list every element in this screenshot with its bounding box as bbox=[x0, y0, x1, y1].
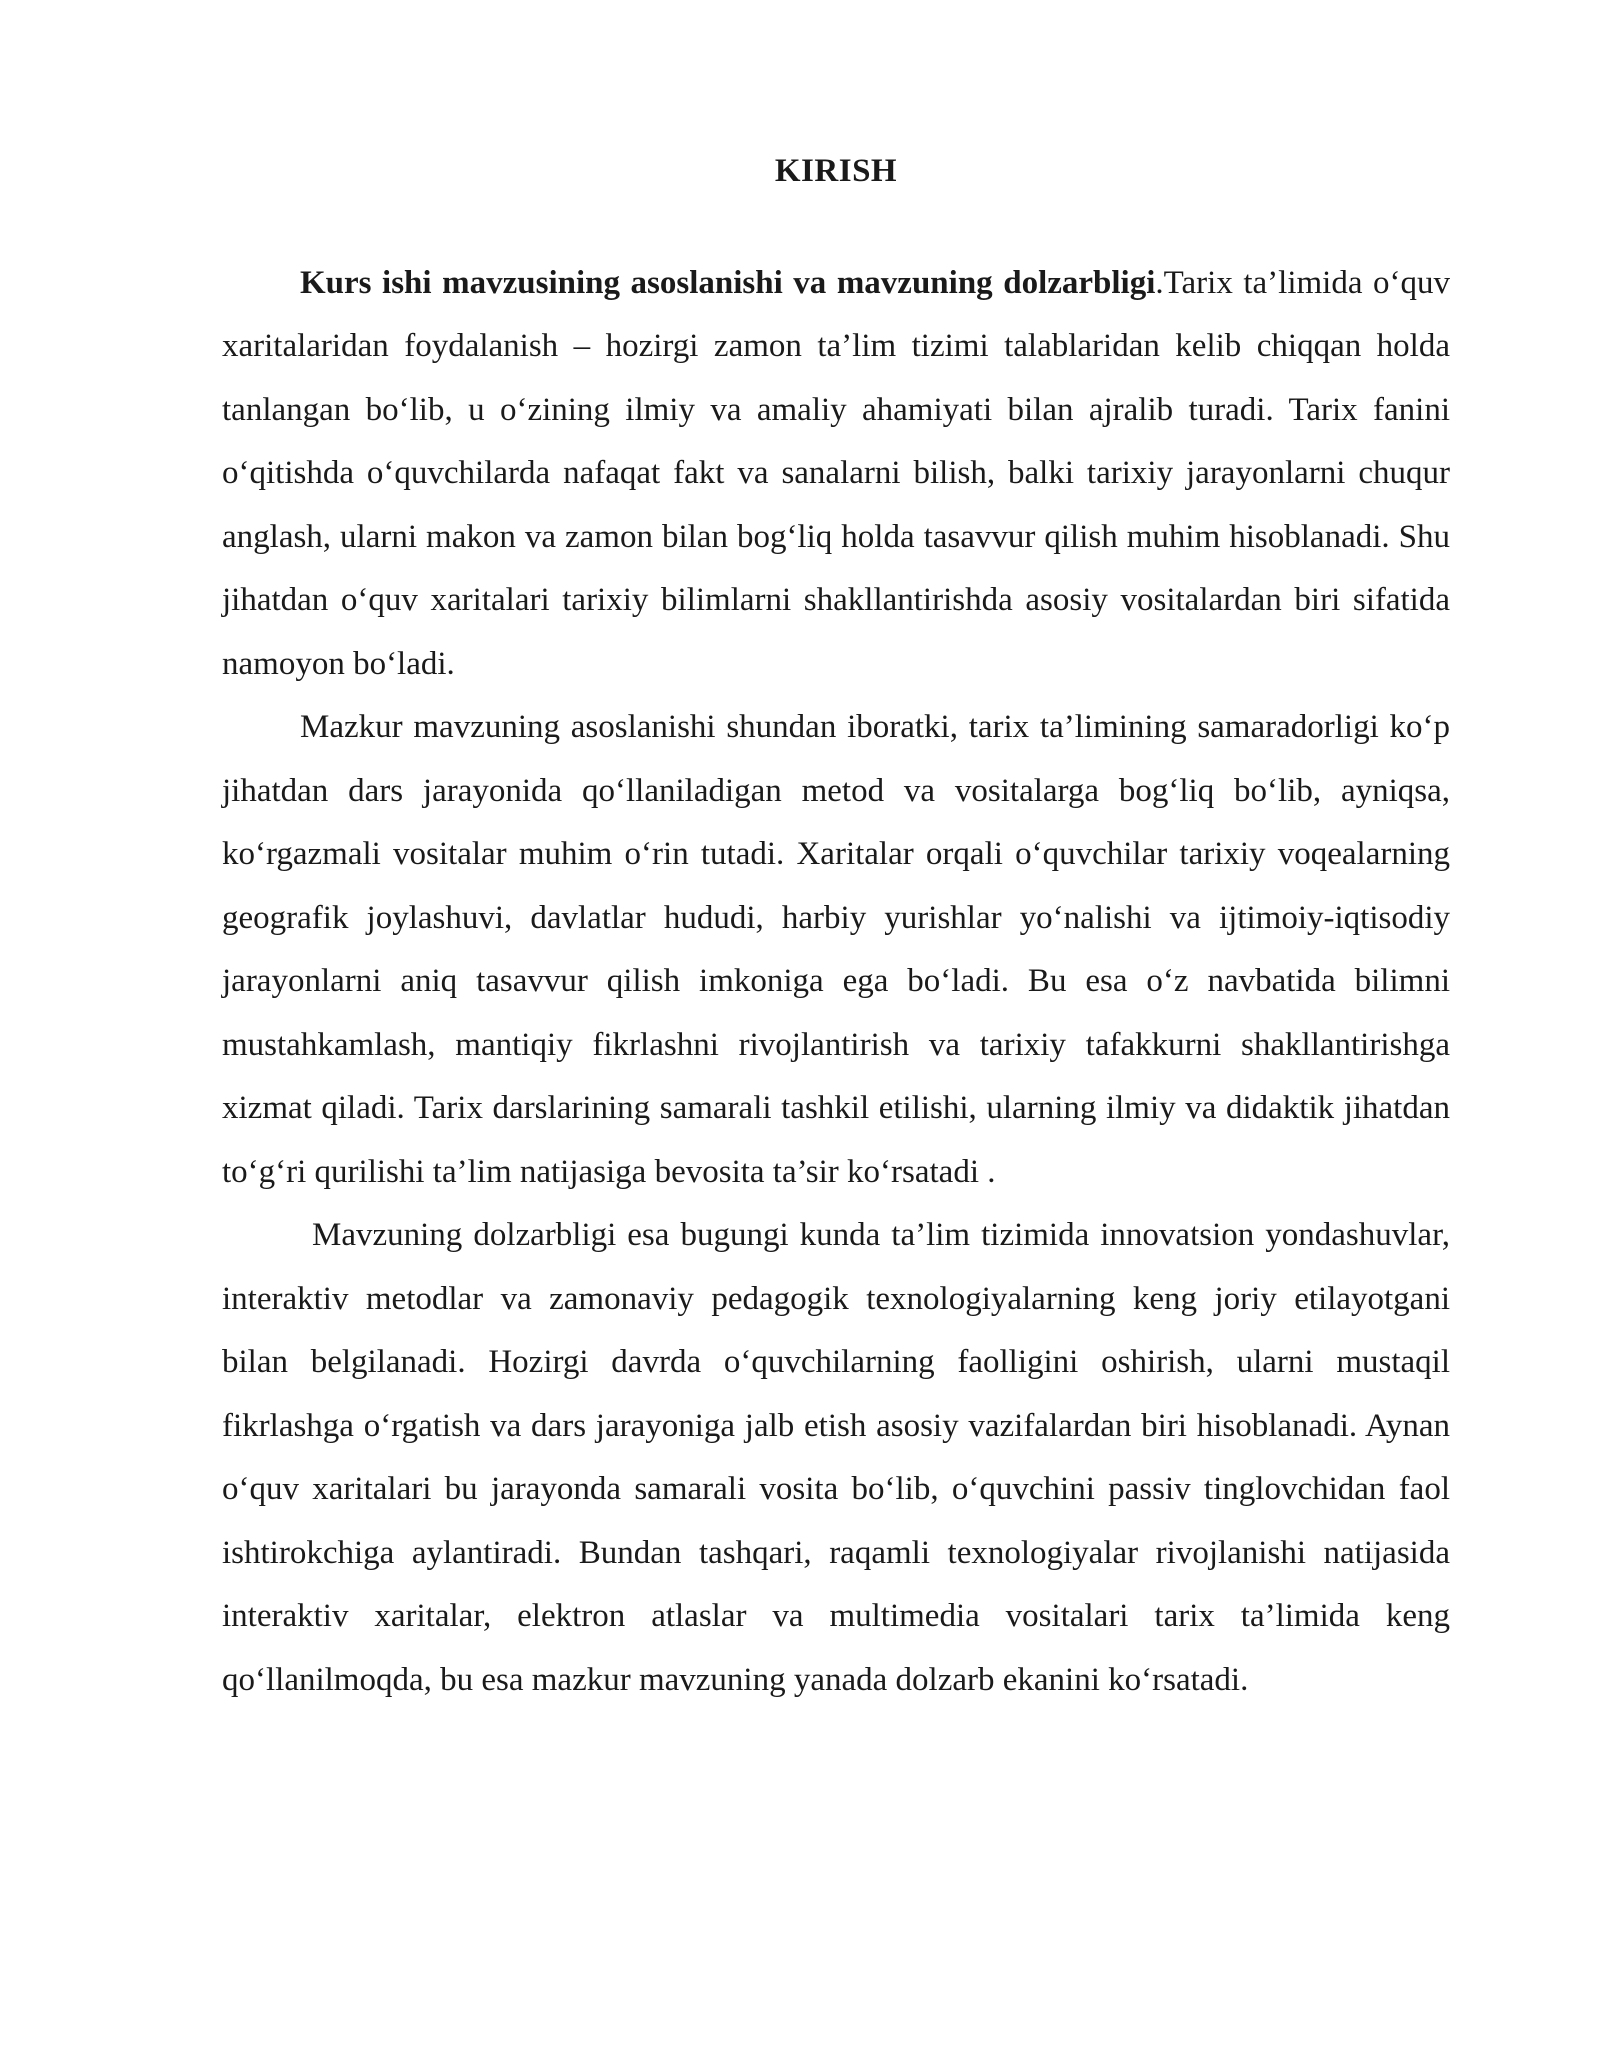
paragraph-rationale bbox=[222, 252, 1450, 697]
paragraph-lead-heading: Kurs ishi mavzusining asoslanishi va mavzuning dolzarbligi bbox=[300, 264, 1156, 301]
paragraph-relevance: Mavzuning dolzarbligi esa bugungi kunda ta’lim tizimida innovatsion yondashuvlar, interaktiv metodlar va zamonaviy pedagogik texnologiyalarning keng joriy etilayotgani bilan belgilanadi. Hozirgi davrda o‘quvchilarning faolligini oshirish, ularni mustaqil fikrlashga o‘rgatish va dars jarayoniga jalb etish asosiy vazifalardan biri hisoblanadi. Aynan o‘quv xaritalari bu jarayonda samarali vosita bo‘lib, o‘quvchini passiv tinglovchidan faol ishtirokchiga aylantiradi. Bundan tashqari, raqamli texnologiyalar rivojlanishi natijasida interaktiv xaritalar, elektron atlaslar va multimedia vositalari tarix ta’limida keng qo‘llanilmoqda, bu esa mazkur mavzuning yanada dolzarb ekanini ko‘rsatadi. bbox=[222, 1217, 1450, 1698]
paragraph-rationale-text: .Tarix ta’limida o‘quv xaritalaridan foydalanish – hozirgi zamon ta’lim tizimi talablaridan kelib chiqqan holda tanlangan bo‘lib, u o‘zining ilmiy va amaliy ahamiyati bilan ajralib turadi. Tarix fanini o‘qitishda o‘quvchilarda nafaqat fakt va sanalarni bilish, balki tarixiy jarayonlarni chuqur anglash, ularni makon va zamon bilan bog‘liq holda tasavvur qilish muhim hisoblanadi. Shu jihatdan o‘quv xaritalari tarixiy bilimlarni shakllantirishda asosiy vositalardan biri sifatida namoyon bo‘ladi. bbox=[222, 264, 1450, 682]
document-body bbox=[222, 140, 1450, 1712]
section-title: KIRISH bbox=[774, 153, 898, 189]
paragraph-justification: Mazkur mavzuning asoslanishi shundan iboratki, tarix ta’limining samaradorligi ko‘p jihatdan dars jarayonida qo‘llaniladigan metod va vositalarga bog‘liq bo‘lib, ayniqsa, ko‘rgazmali vositalar muhim o‘rin tutadi. Xaritalar orqali o‘quvchilar tarixiy voqealarning geografik joylashuvi, davlatlar hududi, harbiy yurishlar yo‘nalishi va ijtimoiy-iqtisodiy jarayonlarni aniq tasavvur qilish imkoniga ega bo‘ladi. Bu esa o‘z navbatida bilimni mustahkamlash, mantiqiy fikrlashni rivojlantirish va tarixiy tafakkurni shakllantirishga xizmat qiladi. Tarix darslarining samarali tashkil etilishi, ularning ilmiy va didaktik jihatdan to‘g‘ri qurilishi ta’lim natijasiga bevosita ta’sir ko‘rsatadi . bbox=[222, 709, 1450, 1190]
